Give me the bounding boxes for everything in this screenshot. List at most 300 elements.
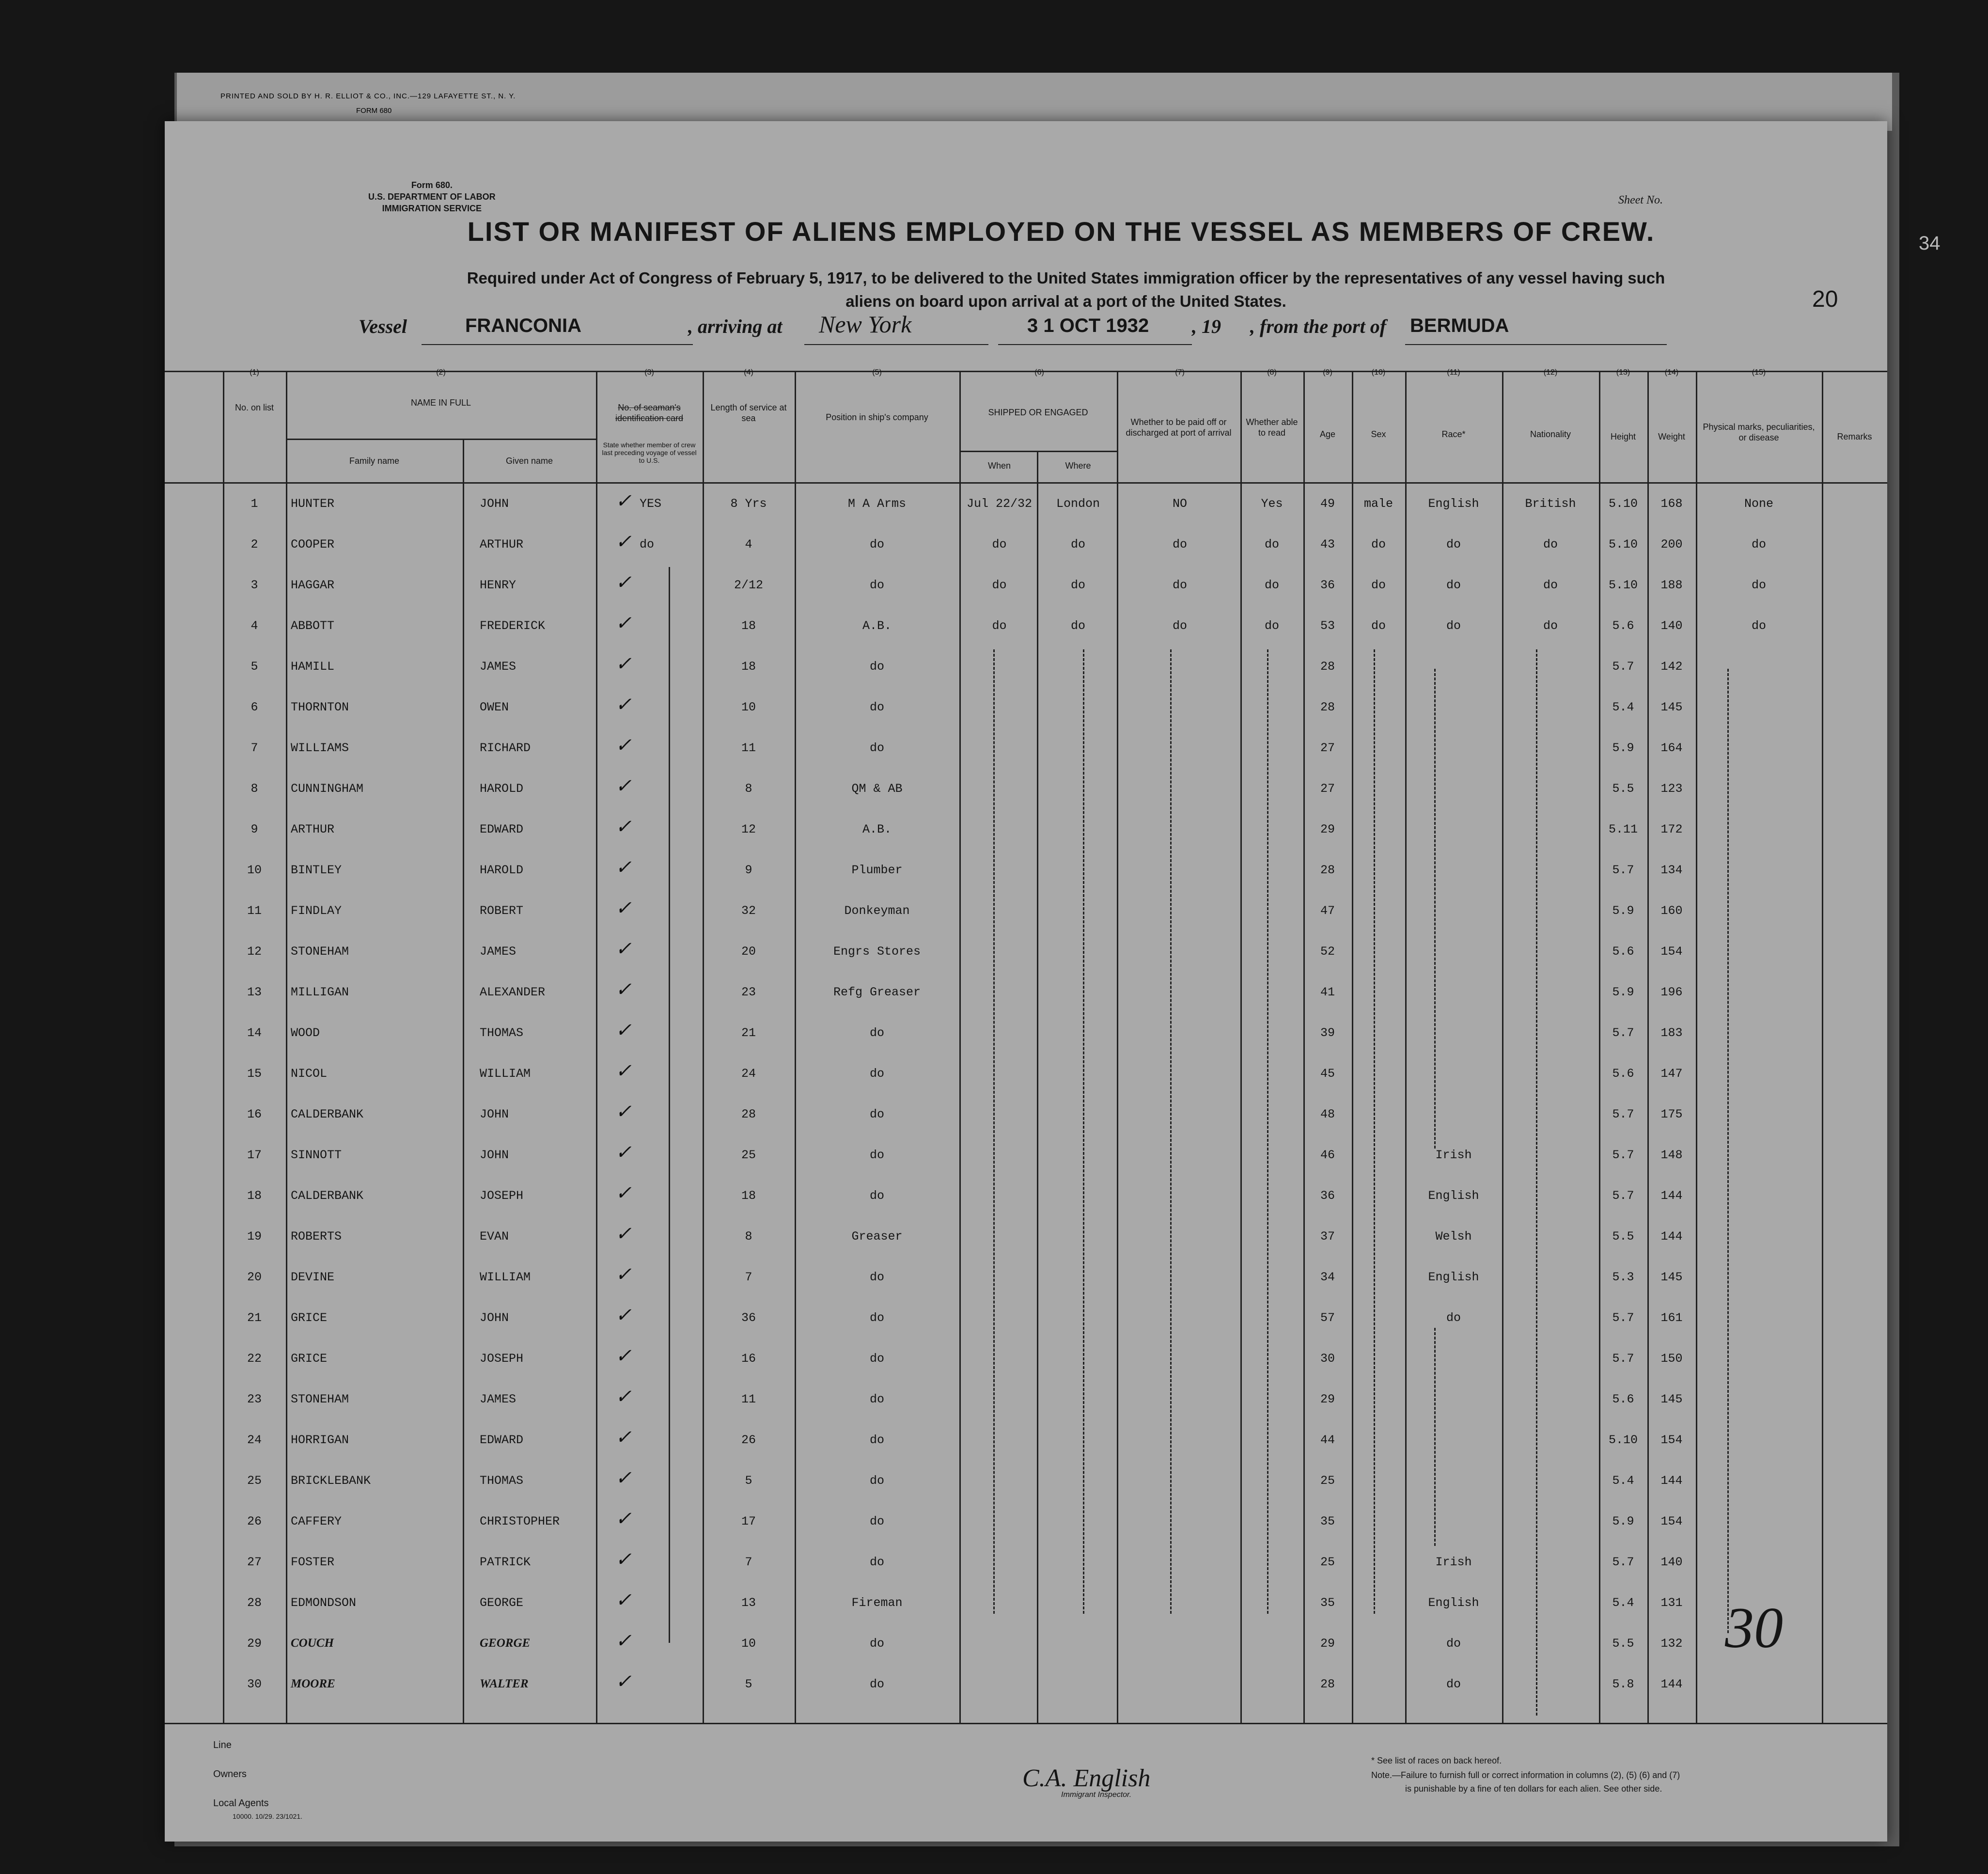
cell-row-number: 17 bbox=[247, 1148, 262, 1162]
cell-weight: 134 bbox=[1660, 863, 1683, 877]
cell-age: 52 bbox=[1320, 945, 1335, 959]
col-line bbox=[286, 371, 287, 1723]
cell-family-name: WILLIAMS bbox=[291, 741, 349, 755]
cell-able-to-read: do bbox=[1264, 537, 1279, 551]
col-line bbox=[596, 371, 597, 1723]
cell-age: 57 bbox=[1320, 1311, 1335, 1325]
cell-given-name: PATRICK bbox=[480, 1555, 531, 1569]
cell-sex: do bbox=[1371, 619, 1386, 633]
cell-weight: 161 bbox=[1660, 1311, 1683, 1325]
cell-age: 29 bbox=[1320, 822, 1335, 836]
cell-height: 5.5 bbox=[1612, 1229, 1634, 1244]
sheet-number-label: Sheet No. bbox=[1618, 194, 1663, 206]
check-mark: ✓ bbox=[615, 1590, 632, 1611]
cell-row-number: 8 bbox=[250, 782, 258, 796]
check-mark: ✓ bbox=[615, 572, 632, 593]
cell-position: do bbox=[869, 1555, 884, 1569]
arriving-port: New York bbox=[819, 311, 912, 338]
header-bottom-line bbox=[165, 482, 1887, 484]
subtitle-line: Required under Act of Congress of February 5, 1917, to be delivered to the United States immigration officer by the representatives of any vessel having such bbox=[467, 269, 1665, 287]
owners-label: Owners bbox=[213, 1769, 247, 1780]
cell-length-of-service: 8 Yrs bbox=[730, 497, 767, 511]
col-line bbox=[795, 371, 796, 1723]
cell-family-name: ROBERTS bbox=[291, 1229, 342, 1244]
cell-row-number: 2 bbox=[250, 537, 258, 551]
cell-height: 5.7 bbox=[1612, 1352, 1634, 1366]
col-line bbox=[1240, 371, 1242, 1723]
cell-age: 39 bbox=[1320, 1026, 1335, 1040]
cell-given-name: THOMAS bbox=[480, 1026, 524, 1040]
header-remarks: Remarks bbox=[1837, 432, 1872, 441]
header-name-in-full: NAME IN FULL bbox=[410, 398, 471, 408]
cell-sex: male bbox=[1363, 497, 1393, 511]
service-name: IMMIGRATION SERVICE bbox=[382, 204, 482, 213]
cell-race: English bbox=[1428, 497, 1479, 511]
cell-family-name: STONEHAM bbox=[291, 1392, 349, 1406]
cell-weight: 132 bbox=[1660, 1637, 1683, 1651]
cell-given-name: FREDERICK bbox=[480, 619, 546, 633]
cell-paid-off: NO bbox=[1172, 497, 1187, 511]
cell-position: do bbox=[869, 1148, 884, 1162]
cell-length-of-service: 7 bbox=[745, 1270, 752, 1284]
header-age: Age bbox=[1319, 429, 1336, 439]
cell-given-name: JOHN bbox=[480, 1148, 509, 1162]
col-number: (3) bbox=[644, 368, 654, 377]
cell-given-name: ALEXANDER bbox=[480, 985, 546, 999]
cell-length-of-service: 8 bbox=[745, 782, 752, 796]
cell-weight: 150 bbox=[1660, 1352, 1683, 1366]
page-number: 20 bbox=[1812, 286, 1838, 312]
cell-given-name: JAMES bbox=[480, 1392, 517, 1406]
cell-row-number: 7 bbox=[250, 741, 258, 755]
cell-row-number: 9 bbox=[250, 822, 258, 836]
check-mark: ✓ bbox=[615, 1508, 632, 1529]
cell-race: Welsh bbox=[1435, 1229, 1472, 1244]
ditto-mark bbox=[1267, 649, 1268, 1614]
check-mark: ✓ bbox=[615, 1427, 632, 1448]
cell-given-name: THOMAS bbox=[480, 1474, 524, 1488]
cell-weight: 131 bbox=[1660, 1596, 1683, 1610]
cell-height: 5.9 bbox=[1612, 904, 1634, 918]
margin-number: 34 bbox=[1919, 233, 1941, 254]
cell-row-number: 4 bbox=[250, 619, 258, 633]
cell-height: 5.6 bbox=[1612, 1392, 1634, 1406]
cell-length-of-service: 21 bbox=[741, 1026, 756, 1040]
header-family-name: Family name bbox=[349, 456, 400, 466]
cell-row-number: 11 bbox=[247, 904, 262, 918]
cell-height: 5.9 bbox=[1612, 985, 1634, 999]
cell-length-of-service: 8 bbox=[745, 1229, 752, 1244]
check-mark: ✓ bbox=[615, 1386, 632, 1407]
ditto-mark bbox=[1434, 1328, 1436, 1546]
cell-age: 41 bbox=[1320, 985, 1335, 999]
cell-age: 30 bbox=[1320, 1352, 1335, 1366]
cell-race: English bbox=[1428, 1596, 1479, 1610]
cell-nationality: do bbox=[1543, 619, 1558, 633]
ditto-mark bbox=[1374, 649, 1375, 1614]
cell-race: do bbox=[1446, 1637, 1461, 1651]
cell-length-of-service: 28 bbox=[741, 1107, 756, 1121]
cell-position: Engrs Stores bbox=[833, 945, 921, 959]
cell-weight: 144 bbox=[1660, 1189, 1683, 1203]
cell-row-number: 25 bbox=[247, 1474, 262, 1488]
cell-age: 46 bbox=[1320, 1148, 1335, 1162]
check-mark: ✓ bbox=[615, 1060, 632, 1082]
cell-nationality: do bbox=[1543, 537, 1558, 551]
cell-row-number: 22 bbox=[247, 1352, 262, 1366]
col-number: (6) bbox=[1034, 368, 1044, 377]
cell-weight: 188 bbox=[1660, 578, 1683, 592]
cell-position: do bbox=[869, 660, 884, 674]
cell-position: do bbox=[869, 700, 884, 714]
cell-length-of-service: 11 bbox=[741, 741, 756, 755]
check-mark: ✓ bbox=[615, 898, 632, 919]
cell-weight: 144 bbox=[1660, 1677, 1683, 1691]
cell-age: 28 bbox=[1320, 700, 1335, 714]
cell-row-number: 15 bbox=[247, 1067, 262, 1081]
header-position: Position in ship's company bbox=[826, 412, 928, 422]
cell-race: do bbox=[1446, 1677, 1461, 1691]
cell-age: 37 bbox=[1320, 1229, 1335, 1244]
cell-position: A.B. bbox=[862, 822, 892, 836]
cell-height: 5.10 bbox=[1608, 578, 1638, 592]
cell-length-of-service: 5 bbox=[745, 1474, 752, 1488]
cell-age: 49 bbox=[1320, 497, 1335, 511]
cell-position: Donkeyman bbox=[844, 904, 910, 918]
cell-physical-marks: do bbox=[1751, 619, 1766, 633]
check-mark: ✓ bbox=[615, 1549, 632, 1570]
cell-family-name: CALDERBANK bbox=[291, 1189, 364, 1203]
cell-row-number: 30 bbox=[247, 1677, 262, 1691]
cell-shipped-when: do bbox=[992, 537, 1007, 551]
document-subtitle bbox=[339, 267, 1793, 313]
cell-length-of-service: 12 bbox=[741, 822, 756, 836]
cell-family-name: HORRIGAN bbox=[291, 1433, 349, 1447]
cell-shipped-where: do bbox=[1070, 578, 1085, 592]
cell-row-number: 5 bbox=[250, 660, 258, 674]
header-id-card: No. of seaman's identification card bbox=[615, 403, 684, 423]
cell-height: 5.7 bbox=[1612, 1555, 1634, 1569]
col-line bbox=[1502, 371, 1503, 1723]
check-mark: ✓ bbox=[615, 1182, 632, 1204]
cell-height: 5.4 bbox=[1612, 1474, 1634, 1488]
arriving-label: , arriving at bbox=[688, 315, 783, 337]
cell-age: 36 bbox=[1320, 1189, 1335, 1203]
cell-row-number: 29 bbox=[247, 1637, 262, 1651]
print-code: 10000. 10/29. 23/1021. bbox=[233, 1812, 303, 1820]
cell-given-name: EDWARD bbox=[480, 822, 524, 836]
cell-race: English bbox=[1428, 1189, 1479, 1203]
cell-weight: 144 bbox=[1660, 1474, 1683, 1488]
cell-position: do bbox=[869, 1107, 884, 1121]
cell-weight: 172 bbox=[1660, 822, 1683, 836]
cell-length-of-service: 26 bbox=[741, 1433, 756, 1447]
col-number: (13) bbox=[1616, 368, 1630, 377]
cell-family-name: EDMONDSON bbox=[291, 1596, 357, 1610]
inspector-label: Immigrant Inspector. bbox=[1061, 1791, 1132, 1799]
cell-able-to-read: Yes bbox=[1261, 497, 1283, 511]
cell-age: 27 bbox=[1320, 741, 1335, 755]
cell-position: do bbox=[869, 1026, 884, 1040]
check-mark: ✓ bbox=[615, 613, 632, 634]
cell-weight: 154 bbox=[1660, 1514, 1683, 1528]
header-height: Height bbox=[1610, 432, 1636, 441]
cell-given-name: JOSEPH bbox=[480, 1352, 524, 1366]
cell-height: 5.10 bbox=[1608, 537, 1638, 551]
cell-weight: 145 bbox=[1660, 1392, 1683, 1406]
cell-family-name: WOOD bbox=[291, 1026, 320, 1040]
cell-given-name: JAMES bbox=[480, 945, 517, 959]
form-identifier bbox=[368, 179, 496, 214]
cell-height: 5.7 bbox=[1612, 660, 1634, 674]
printer-form-number: FORM 680 bbox=[356, 107, 392, 115]
cell-height: 5.9 bbox=[1612, 1514, 1634, 1528]
col-number: (8) bbox=[1267, 368, 1277, 377]
name-subhead-line bbox=[286, 439, 596, 440]
cell-row-number: 10 bbox=[247, 863, 262, 877]
department-name: U.S. DEPARTMENT OF LABOR bbox=[368, 192, 496, 202]
cell-length-of-service: 9 bbox=[745, 863, 752, 877]
check-mark: ✓ bbox=[615, 816, 632, 837]
check-mark: ✓ bbox=[615, 1223, 632, 1244]
cell-weight: 175 bbox=[1660, 1107, 1683, 1121]
from-port-label: , from the port of bbox=[1250, 315, 1387, 337]
cell-height: 5.10 bbox=[1608, 1433, 1638, 1447]
underline bbox=[1405, 344, 1667, 345]
cell-physical-marks: do bbox=[1751, 578, 1766, 592]
ditto-mark bbox=[993, 649, 995, 1614]
cell-height: 5.11 bbox=[1608, 822, 1638, 836]
check-mark: ✓ bbox=[615, 653, 632, 675]
cell-position: A.B. bbox=[862, 619, 892, 633]
cell-age: 35 bbox=[1320, 1514, 1335, 1528]
cell-age: 36 bbox=[1320, 578, 1335, 592]
cell-nationality: British bbox=[1525, 497, 1576, 511]
check-mark: ✓ bbox=[615, 1345, 632, 1367]
cell-previous-voyage: do bbox=[640, 537, 655, 551]
cell-given-name: WILLIAM bbox=[480, 1067, 531, 1081]
cell-row-number: 18 bbox=[247, 1189, 262, 1203]
underline bbox=[804, 344, 988, 345]
cell-family-name: NICOL bbox=[291, 1067, 328, 1081]
cell-row-number: 24 bbox=[247, 1433, 262, 1447]
cell-age: 29 bbox=[1320, 1392, 1335, 1406]
cell-family-name: COUCH bbox=[291, 1637, 334, 1650]
cell-height: 5.3 bbox=[1612, 1270, 1634, 1284]
cell-given-name: HAROLD bbox=[480, 782, 524, 796]
cell-age: 44 bbox=[1320, 1433, 1335, 1447]
cell-paid-off: do bbox=[1172, 537, 1187, 551]
date-stamp: 3 1 OCT 1932 bbox=[1027, 315, 1149, 336]
check-mark: ✓ bbox=[615, 1020, 632, 1041]
cell-given-name: CHRISTOPHER bbox=[480, 1514, 560, 1528]
year-label: , 19 bbox=[1192, 315, 1221, 337]
col-line bbox=[959, 371, 961, 1723]
cell-row-number: 14 bbox=[247, 1026, 262, 1040]
header-able-read: Whether able to read bbox=[1246, 417, 1298, 438]
cell-row-number: 23 bbox=[247, 1392, 262, 1406]
cell-family-name: BINTLEY bbox=[291, 863, 342, 877]
header-where: Where bbox=[1065, 461, 1091, 471]
cell-row-number: 27 bbox=[247, 1555, 262, 1569]
vessel-line bbox=[165, 311, 1887, 344]
cell-age: 34 bbox=[1320, 1270, 1335, 1284]
cell-length-of-service: 10 bbox=[741, 1637, 756, 1651]
cell-paid-off: do bbox=[1172, 619, 1187, 633]
check-mark: ✓ bbox=[615, 857, 632, 878]
cell-position: M A Arms bbox=[847, 497, 907, 511]
cell-height: 5.4 bbox=[1612, 1596, 1634, 1610]
cell-row-number: 1 bbox=[250, 497, 258, 511]
cell-weight: 168 bbox=[1660, 497, 1683, 511]
header-race: Race* bbox=[1441, 429, 1466, 439]
cell-previous-voyage: YES bbox=[640, 497, 662, 511]
cell-race: Irish bbox=[1435, 1555, 1472, 1569]
col-line bbox=[1405, 371, 1407, 1723]
check-mark: ✓ bbox=[615, 979, 632, 1000]
shipped-subhead-line bbox=[959, 451, 1117, 452]
cell-height: 5.5 bbox=[1612, 782, 1634, 796]
cell-length-of-service: 11 bbox=[741, 1392, 756, 1406]
cell-row-number: 16 bbox=[247, 1107, 262, 1121]
header-when: When bbox=[987, 461, 1011, 471]
cell-weight: 164 bbox=[1660, 741, 1683, 755]
cell-race: English bbox=[1428, 1270, 1479, 1284]
cell-length-of-service: 25 bbox=[741, 1148, 756, 1162]
cell-age: 47 bbox=[1320, 904, 1335, 918]
cell-able-to-read: do bbox=[1264, 578, 1279, 592]
ditto-mark bbox=[1434, 669, 1436, 1149]
col-line bbox=[1117, 371, 1118, 1723]
check-mark: ✓ bbox=[615, 735, 632, 756]
cell-family-name: CAFFERY bbox=[291, 1514, 342, 1528]
cell-weight: 196 bbox=[1660, 985, 1683, 999]
check-mark: ✓ bbox=[615, 1671, 632, 1692]
cell-weight: 144 bbox=[1660, 1229, 1683, 1244]
cell-position: do bbox=[869, 1514, 884, 1528]
cell-family-name: HUNTER bbox=[291, 497, 335, 511]
cell-weight: 160 bbox=[1660, 904, 1683, 918]
cell-position: Fireman bbox=[851, 1596, 903, 1610]
cell-given-name: ROBERT bbox=[480, 904, 524, 918]
cell-weight: 154 bbox=[1660, 1433, 1683, 1447]
cell-family-name: GRICE bbox=[291, 1311, 328, 1325]
check-mark: ✓ bbox=[615, 1305, 632, 1326]
cell-length-of-service: 23 bbox=[741, 985, 756, 999]
cell-physical-marks: None bbox=[1744, 497, 1773, 511]
cell-position: do bbox=[869, 1189, 884, 1203]
cell-length-of-service: 4 bbox=[745, 537, 752, 551]
cell-position: Greaser bbox=[851, 1229, 903, 1244]
cell-height: 5.7 bbox=[1612, 1148, 1634, 1162]
cell-length-of-service: 18 bbox=[741, 619, 756, 633]
cell-age: 35 bbox=[1320, 1596, 1335, 1610]
check-mark: ✓ bbox=[615, 490, 632, 512]
table-bottom-line bbox=[165, 1723, 1887, 1724]
cell-given-name: HAROLD bbox=[480, 863, 524, 877]
cell-age: 43 bbox=[1320, 537, 1335, 551]
cell-length-of-service: 20 bbox=[741, 945, 756, 959]
header-physical-marks: Physical marks, peculiarities, or disease bbox=[1703, 422, 1815, 442]
cell-row-number: 28 bbox=[247, 1596, 262, 1610]
cell-family-name: THORNTON bbox=[291, 700, 349, 714]
cell-weight: 145 bbox=[1660, 700, 1683, 714]
cell-position: do bbox=[869, 1677, 884, 1691]
ditto-mark bbox=[1170, 649, 1172, 1614]
cell-family-name: HAGGAR bbox=[291, 578, 335, 592]
local-agents-label: Local Agents bbox=[213, 1798, 269, 1809]
col-number: (1) bbox=[250, 368, 259, 377]
header-sex: Sex bbox=[1371, 429, 1386, 439]
col-line bbox=[1822, 371, 1823, 1723]
cell-family-name: STONEHAM bbox=[291, 945, 349, 959]
cell-race: do bbox=[1446, 537, 1461, 551]
cell-physical-marks: do bbox=[1751, 537, 1766, 551]
col-number: (9) bbox=[1323, 368, 1332, 377]
cell-length-of-service: 18 bbox=[741, 660, 756, 674]
cell-position: do bbox=[869, 1637, 884, 1651]
header-nationality: Nationality bbox=[1530, 429, 1571, 439]
cell-weight: 140 bbox=[1660, 619, 1683, 633]
cell-race: do bbox=[1446, 1311, 1461, 1325]
form-number: Form 680. bbox=[411, 180, 453, 190]
cell-height: 5.4 bbox=[1612, 700, 1634, 714]
header-given-name: Given name bbox=[505, 456, 553, 466]
cell-family-name: DEVINE bbox=[291, 1270, 335, 1284]
underline bbox=[422, 344, 693, 345]
cell-given-name: JOHN bbox=[480, 1107, 509, 1121]
cell-position: do bbox=[869, 1392, 884, 1406]
col-line bbox=[703, 371, 704, 1723]
cell-position: do bbox=[869, 741, 884, 755]
cell-length-of-service: 24 bbox=[741, 1067, 756, 1081]
subtitle-line: aliens on board upon arrival at a port of the United States. bbox=[845, 292, 1286, 310]
cell-row-number: 21 bbox=[247, 1311, 262, 1325]
check-mark: ✓ bbox=[615, 775, 632, 797]
cell-weight: 154 bbox=[1660, 945, 1683, 959]
cell-family-name: MILLIGAN bbox=[291, 985, 349, 999]
total-count: 30 bbox=[1725, 1595, 1783, 1660]
check-mark: ✓ bbox=[615, 938, 632, 960]
cell-age: 28 bbox=[1320, 863, 1335, 877]
cell-given-name: GEORGE bbox=[480, 1596, 524, 1610]
col-number: (12) bbox=[1543, 368, 1558, 377]
cell-height: 5.6 bbox=[1612, 619, 1634, 633]
cell-position: do bbox=[869, 578, 884, 592]
check-mark: ✓ bbox=[615, 1467, 632, 1489]
header-length-service: Length of service at sea bbox=[710, 403, 787, 423]
cell-row-number: 3 bbox=[250, 578, 258, 592]
cell-length-of-service: 7 bbox=[745, 1555, 752, 1569]
cell-height: 5.9 bbox=[1612, 741, 1634, 755]
ditto-mark bbox=[1083, 649, 1084, 1614]
cell-height: 5.10 bbox=[1608, 497, 1638, 511]
line-label: Line bbox=[213, 1740, 232, 1750]
cell-height: 5.7 bbox=[1612, 1189, 1634, 1203]
manifest-sheet bbox=[165, 121, 1887, 1842]
cell-length-of-service: 16 bbox=[741, 1352, 756, 1366]
cell-given-name: EVAN bbox=[480, 1229, 509, 1244]
penalty-note: is punishable by a fine of ten dollars for each alien. See other side. bbox=[1405, 1784, 1662, 1794]
cell-age: 27 bbox=[1320, 782, 1335, 796]
cell-weight: 140 bbox=[1660, 1555, 1683, 1569]
cell-position: QM & AB bbox=[851, 782, 903, 796]
cell-row-number: 6 bbox=[250, 700, 258, 714]
cell-position: Plumber bbox=[851, 863, 903, 877]
cell-length-of-service: 10 bbox=[741, 700, 756, 714]
cell-race: do bbox=[1446, 578, 1461, 592]
cell-weight: 200 bbox=[1660, 537, 1683, 551]
